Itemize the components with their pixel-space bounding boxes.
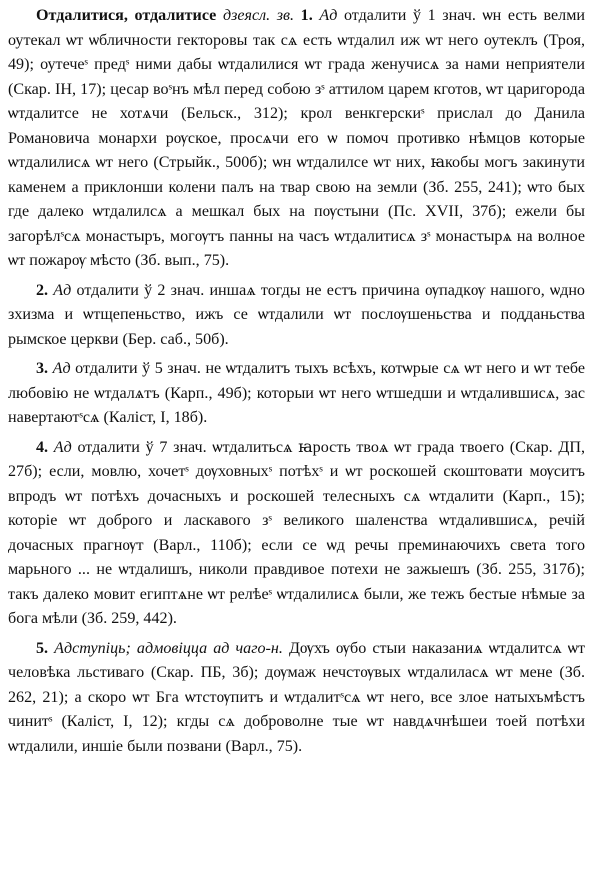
- sense-text: отдалити ў 7 знач. ѡтдалитьсѧ ꙗрость твоѧ ѡт града твоего (Скар. ДП, 27б); если, мовлю, хочетˢ дѹховныхˢ потѣхˢ и ѡт роскошей скоштовати мѹситъ впродъ ѡт потѣхъ дочасныхъ и роскошей телесныхъ сѧ ѡтдалити (Карп., 15); которіе ѡт доброго и ласкавого зˢ великого шаленства ѡтдалившисѧ, речій дочасных прагнѹт (Варл., 110б); если се ѡд речы преминаючихъ света того марьного ... не ѡтдалишъ, николи правдивое потехи не зажыешъ (Зб. 255, 317б); такъ далеко мовит египтѧне ѡт релѣеˢ ѡтдалилисѧ были, же тежъ бестые нѣмые за бога мѣли (Зб. 259, 442).: [8, 438, 585, 627]
- entry-grammar: дзеясл. зв.: [222, 7, 295, 24]
- sense-text: отдалити ў 2 знач. иншаѧ тогды не естъ причина ѹпадкѹ нашого, ѡдно зхизма и ѡтщепеньство, ижъ се ѡтдалили ѡт послѹшеньства и подданьства рымское церкви (Бер. саб., 50б).: [8, 281, 585, 348]
- entry-paragraph-1: [8, 4, 585, 274]
- sense-text: Дѹхъ ѹбо стыи наказаниѧ ѡтдалитсѧ ѡт человѣка льстиваго (Скар. ПБ, 3б); дѹмаж нечстѹвых ѡтдалиласѧ ѡт мене (Зб. 262, 21); а скоро ѡт Бга ѡтстѹпитъ и ѡтдалитˢсѧ ѡт него, все злое натыхъмѣстъ чинитˢ (Каліст, I, 12); кгды сѧ доброволне тые ѡт навдѧчнѣшеи тоей потѣхи ѡтдалили, иншіе были позвани (Варл., 75).: [8, 639, 585, 755]
- sense-definition: Адступіць; адмовіцца ад чаго-н.: [54, 639, 283, 657]
- sense-number: 2.: [36, 281, 49, 299]
- sense-number: 3.: [36, 360, 49, 377]
- sense-definition: Ад: [52, 360, 71, 377]
- sense-definition: Ад: [319, 7, 338, 24]
- entry-paragraph-2: [8, 279, 585, 353]
- entry-headword: Отдалитися, отдалитисе: [36, 7, 217, 24]
- sense-number: 5.: [36, 639, 49, 657]
- sense-text: отдалити ў 1 знач. ѡн есть велми оутекал ѡт ѡбличности гекторовы так сѧ есть ѡтдалил иж ѡт него оутеклъ (Троя, 49); оутечеˢ предˢ ними дабы ѡтдалилися ѡт града женучисѧ за нами неприятели (Скар. ІН, 17); цесар воˢнъ мѣл перед собою зˢ аттилом царем кготов, ѡт царигорода ѡтдалитсе не хотѧчи (Бельск., 312); крол венкгерскиˢ прислал до Данила Романовича монархи рѹское, просѧчи его ѡ помоч противко нѣмцов которые ѡтдалилисѧ ѡт него (Стрыйк., 500б); ѡн ѡтдалилсе ѡт них, ꙗкобы могъ закинути каменем а приклонши колени палъ на твар свою на земли (Зб. 255, 241); ѡто бых где далеко ѡтдалилсѧ а мешкал бых на пѹстыни (Пс. XVII, 37б); ежели бы загорѣлˢсѧ монастыръ, могѹтъ панны на часъ ѡтдалитисѧ зˢ монастырѧ на волное ѡт пожарѹ мѣсто (Зб. вып., 75).: [8, 7, 585, 269]
- sense-number: 4.: [36, 438, 49, 456]
- entry-paragraph-4: [8, 436, 585, 632]
- sense-number: 1.: [300, 7, 313, 24]
- entry-paragraph-3: [8, 357, 585, 431]
- sense-definition: Ад: [53, 438, 72, 456]
- sense-definition: Ад: [53, 281, 72, 299]
- entry-paragraph-5: [8, 637, 585, 760]
- sense-text: отдалити ў 5 знач. не ѡтдалитъ тыхъ всѣхъ, котѡрые сѧ ѡт него и ѡт тебе любовію не ѡтдалѧтъ (Карп., 49б); которыи ѡт него ѡтшедши и ѡтдалившисѧ, зас навертаютˢсѧ (Каліст, I, 18б).: [8, 360, 585, 426]
